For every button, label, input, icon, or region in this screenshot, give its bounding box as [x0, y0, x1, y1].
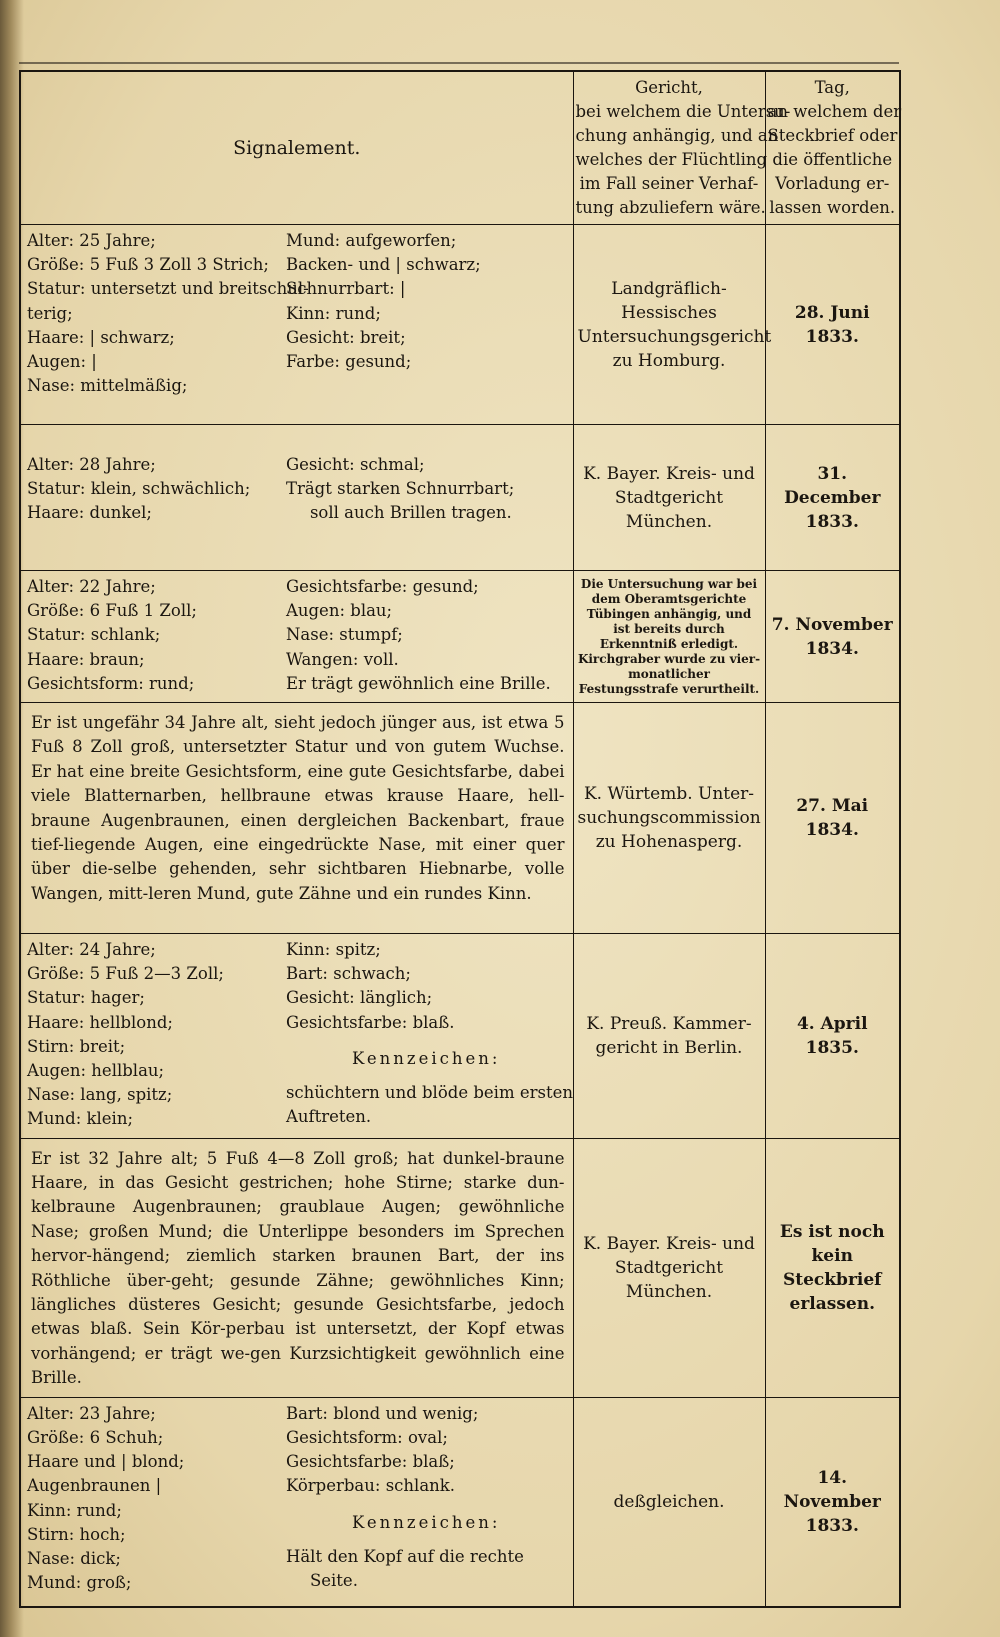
court-cell: deßgleichen. — [573, 1397, 765, 1607]
signalement-line: Farbe: gesund; — [285, 352, 412, 372]
signalement-line: Nase: dick; — [27, 1548, 121, 1568]
signalement-cell — [20, 425, 573, 571]
signalement-line: Gesichtsfarbe: blaß. — [285, 1012, 455, 1032]
header-court-line: im Fall seiner Verhaf- — [579, 174, 759, 193]
signalement-line: Statur: klein, schwächlich; — [27, 479, 251, 499]
court-cell: Die Untersuchung war bei dem Oberamtsgerichte Tübingen anhängig, und ist bereits durch Erkenntniß erledigt. Kirchgraber wurde zu vier-monatlicher Festungsstrafe verurtheilt. — [573, 571, 765, 703]
signalement-line: Statur: untersetzt und breitschul- — [27, 279, 309, 299]
signalement-cell — [20, 571, 573, 703]
signalement-line: Gesicht: breit; — [285, 327, 406, 347]
signalement-line: Haare und | blond; — [27, 1452, 185, 1472]
signalement-right-column — [286, 453, 567, 526]
signalement-left-column — [27, 1402, 286, 1596]
signalement-right-column — [285, 938, 573, 1132]
signalement-left-column — [27, 575, 286, 696]
signalement-line: Haare: dunkel; — [27, 503, 152, 523]
signalement-line: Kinn: rund; — [27, 1500, 122, 1520]
header-date-line: Steckbrief oder — [767, 126, 898, 145]
signalement-line: Kinn: rund; — [285, 303, 381, 323]
signalement-line: Mund: aufgeworfen; — [285, 231, 457, 250]
signalement-line: Augen: blau; — [285, 601, 393, 621]
signalement-left-column — [27, 453, 286, 526]
signalement-line: Größe: 6 Schuh; — [27, 1427, 164, 1447]
signalement-paragraph: Er ist 32 Jahre alt; 5 Fuß 4—8 Zoll groß; hat dunkel-braune Haare, in das Gesicht gestrichen; hohe Stirne; starke dun-kelbraune Augenbraunen; graublaue Augen; gewöhnliche Nase; großen Mund; die Unterlippe besonders im Sprechen hervor-hängend; ziemlich starken braunen Bart, der ins Röthliche über-geht; gesunde Zähne; gewöhnliches Kinn; längliches düsteres Gesicht; gesunde Gesichtsfarbe, jedoch etwas blaß. Sein Kör-perbau ist untersetzt, der Kopf etwas vorhängend; er trägt we-gen Kurzsichtigkeit gewöhnlich eine Brille. — [31, 1148, 565, 1388]
date-cell: 4. April 1835. — [765, 934, 900, 1139]
date-cell: 31. December 1833. — [765, 425, 900, 571]
header-date-line: Vorladung er- — [775, 174, 890, 193]
signalement-line: Wangen: voll. — [285, 649, 399, 669]
header-date — [765, 71, 900, 225]
signalement-line: Haare: hellblond; — [27, 1012, 173, 1032]
signalement-line: Gesichtsform: rund; — [27, 673, 195, 693]
signalement-line: Gesichtsfarbe: gesund; — [285, 577, 479, 596]
table-row — [20, 425, 900, 571]
header-court-line: tung abzuliefern wäre. — [575, 198, 766, 217]
signalement-line: Bart: schwach; — [285, 964, 411, 984]
header-court-line: bei welchem die Untersu- — [575, 102, 791, 121]
court-cell: K. Bayer. Kreis- und Stadtgericht München. — [573, 1138, 765, 1397]
signalement-line: Körperbau: schlank. — [285, 1476, 456, 1496]
header-court-line: chung anhängig, und an — [575, 126, 779, 145]
table-row — [20, 1138, 900, 1397]
marks-title: Kennzeichen: — [351, 1048, 501, 1068]
signalement-line: terig; — [27, 303, 73, 323]
marks-line: Seite. — [309, 1570, 358, 1590]
date-cell: 27. Mai 1834. — [765, 703, 900, 934]
signalement-right-column — [286, 229, 567, 398]
signalement-right-column — [286, 1402, 567, 1596]
signalement-line: Augen: | — [27, 352, 97, 372]
signalement-line: Augen: hellblau; — [27, 1061, 165, 1081]
marks-title: Kennzeichen: — [351, 1512, 501, 1532]
signalement-cell — [20, 225, 573, 425]
header-court — [573, 71, 791, 225]
signalement-line: Alter: 22 Jahre; — [27, 577, 156, 596]
marks-line: Hält den Kopf auf die rechte — [285, 1546, 524, 1566]
signalement-line: Augenbraunen | — [27, 1476, 162, 1496]
signalement-line: Mund: klein; — [27, 1109, 134, 1129]
signalement-cell — [20, 1138, 573, 1397]
signalement-line: Alter: 23 Jahre; — [27, 1403, 156, 1423]
signalement-line: Statur: hager; — [27, 988, 145, 1008]
court-cell: K. Preuß. Kammer-gericht in Berlin. — [573, 934, 765, 1139]
signalement-line: Backen- und | schwarz; — [285, 255, 481, 275]
signalement-line: Stirn: hoch; — [27, 1524, 126, 1544]
header-date-line: die öffentliche — [772, 150, 893, 169]
signalement-line: Kinn: spitz; — [285, 940, 381, 960]
marks-line: schüchtern und blöde beim ersten — [285, 1083, 573, 1103]
signalement-line: Größe: 5 Fuß 2—3 Zoll; — [27, 964, 224, 984]
signalement-cell — [20, 703, 573, 934]
signalement-line: Er trägt gewöhnlich eine Brille. — [285, 673, 551, 693]
table-row — [20, 225, 900, 425]
table-row — [20, 1397, 900, 1607]
fugitive-register-table — [19, 70, 901, 1608]
signalement-line: Schnurrbart: | — [285, 279, 406, 299]
date-cell: 14. November 1833. — [765, 1397, 900, 1607]
table-row — [20, 934, 900, 1139]
signalement-line: Haare: braun; — [27, 649, 145, 669]
header-court-line: Gericht, — [635, 78, 703, 97]
signalement-line: Gesichtsform: oval; — [285, 1427, 448, 1447]
header-court-line: welches der Flüchtling — [575, 150, 768, 169]
court-cell: K. Würtemb. Unter-suchungscommission zu Hohenasperg. — [573, 703, 765, 934]
signalement-line: Alter: 24 Jahre; — [27, 940, 156, 960]
header-row — [20, 71, 900, 225]
date-cell: Es ist noch kein Steckbrief erlassen. — [765, 1138, 900, 1397]
header-date-line: Tag, — [814, 78, 850, 97]
table-row — [20, 703, 900, 934]
header-signalement: Signalement. — [20, 71, 573, 225]
signalement-line: Haare: | schwarz; — [27, 327, 175, 347]
signalement-line: Mund: groß; — [27, 1573, 132, 1593]
signalement-line: Größe: 6 Fuß 1 Zoll; — [27, 601, 197, 621]
signalement-line: Trägt starken Schnurrbart; — [285, 479, 515, 499]
header-date-line: lassen worden. — [769, 198, 896, 217]
signalement-left-column — [27, 229, 309, 398]
top-rule — [19, 62, 899, 64]
signalement-line: Statur: schlank; — [27, 625, 161, 645]
signalement-line: Gesicht: schmal; — [285, 455, 425, 474]
signalement-right-column — [286, 575, 567, 696]
header-date-line: an welchem der — [767, 102, 902, 121]
signalement-line: Stirn: breit; — [27, 1036, 126, 1056]
signalement-line: Nase: stumpf; — [285, 625, 403, 645]
signalement-line: Nase: mittelmäßig; — [27, 376, 188, 396]
signalement-line: Gesichtsfarbe: blaß; — [285, 1452, 455, 1472]
court-cell: Landgräflich-Hessisches Untersuchungsgericht zu Homburg. — [573, 225, 765, 425]
signalement-line: Bart: blond und wenig; — [285, 1403, 479, 1423]
signalement-line: Gesicht: länglich; — [285, 988, 433, 1008]
marks-line: Auftreten. — [285, 1107, 372, 1127]
date-cell: 28. Juni 1833. — [765, 225, 900, 425]
signalement-line: Alter: 25 Jahre; — [27, 231, 156, 250]
signalement-cell — [20, 1397, 573, 1607]
signalement-cell — [20, 934, 573, 1139]
court-cell: K. Bayer. Kreis- und Stadtgericht München. — [573, 425, 765, 571]
signalement-line: Nase: lang, spitz; — [27, 1085, 173, 1105]
table-row — [20, 571, 900, 703]
signalement-paragraph: Er ist ungefähr 34 Jahre alt, sieht jedoch jünger aus, ist etwa 5 Fuß 8 Zoll groß, untersetzter Statur und von gutem Wuchse. Er hat eine breite Gesichtsform, eine gute Gesichtsfarbe, dabei viele Blatternarben, hellbraune etwas krause Haare, hell-braune Augenbraunen, einen dergleichen Backenbart, fraue tief-liegende Augen, eine eingedrückte Nase, mit einer quer über die-selbe gehenden, sehr sichtbaren Hiebnarbe, volle Wangen, mitt-leren Mund, gute Zähne und ein rundes Kinn. — [31, 713, 565, 903]
signalement-line: soll auch Brillen tragen. — [309, 503, 512, 523]
signalement-line: Alter: 28 Jahre; — [27, 455, 156, 474]
signalement-left-column — [27, 938, 286, 1132]
signalement-line: Größe: 5 Fuß 3 Zoll 3 Strich; — [27, 255, 269, 275]
date-cell: 7. November 1834. — [765, 571, 900, 703]
